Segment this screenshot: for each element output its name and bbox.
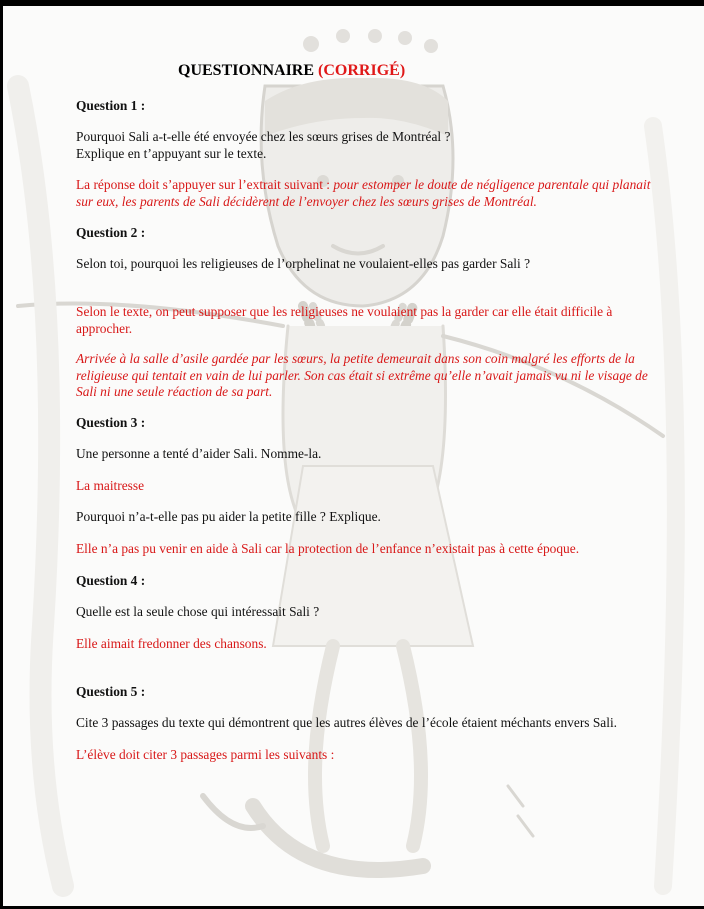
question-1-answer-intro: La réponse doit s’appuyer sur l’extrait suivant : (76, 177, 334, 192)
question-4-answer: Elle aimait fredonner des chansons. (76, 636, 267, 651)
question-2-answer: Selon le texte, on peut supposer que les religieuses ne voulaient pas la garder car elle était difficile à approcher. (76, 304, 613, 336)
question-5-answer: L’élève doit citer 3 passages parmi les suivants : (76, 747, 335, 762)
question-5-heading: Question 5 : (76, 684, 146, 699)
question-1-text-line2: Explique en t’appuyant sur le texte. (76, 146, 267, 161)
question-3-text-1: Une personne a tenté d’aider Sali. Nomme-la. (76, 446, 322, 461)
question-2-quote: Arrivée à la salle d’asile gardée par les sœurs, la petite demeurait dans son coin malgré les efforts de la religieuse qui tentait en vain de lui parler. Son cas était si extrême qu’elle n’avait jamais vu ni le visage de Sali ni une seule réaction de sa part. (76, 351, 648, 399)
question-2-text: Selon toi, pourquoi les religieuses de l’orphelinat ne voulaient-elles pas garder Sali ? (76, 256, 531, 271)
question-3-answer-2: Elle n’a pas pu venir en aide à Sali car la protection de l’enfance n’existait pas à cette époque. (76, 541, 580, 556)
question-4-heading: Question 4 : (76, 573, 146, 588)
page-title (178, 62, 438, 80)
question-3-answer-1: La maitresse (76, 478, 145, 493)
question-5-text: Cite 3 passages du texte qui démontrent que les autres élèves de l’école étaient méchants envers Sali. (76, 715, 618, 730)
question-1-text-line1: Pourquoi Sali a-t-elle été envoyée chez les sœurs grises de Montréal ? (76, 129, 451, 144)
question-1-heading: Question 1 : (76, 98, 146, 113)
question-1-answer-quote: pour estomper le doute de négligence parentale qui planait sur eux, les parents de Sali décidèrent de l’envoyer chez les sœurs grises de Montréal. (76, 177, 651, 209)
title-corrige: (CORRIGÉ) (318, 62, 406, 79)
question-3-heading: Question 3 : (76, 415, 146, 430)
document-page (3, 6, 704, 906)
title-main: QUESTIONNAIRE (178, 62, 315, 79)
question-3-text-2: Pourquoi n’a-t-elle pas pu aider la petite fille ? Explique. (76, 509, 381, 524)
question-1-answer (76, 177, 666, 210)
question-2-heading: Question 2 : (76, 225, 146, 240)
question-4-text: Quelle est la seule chose qui intéressait Sali ? (76, 604, 320, 619)
